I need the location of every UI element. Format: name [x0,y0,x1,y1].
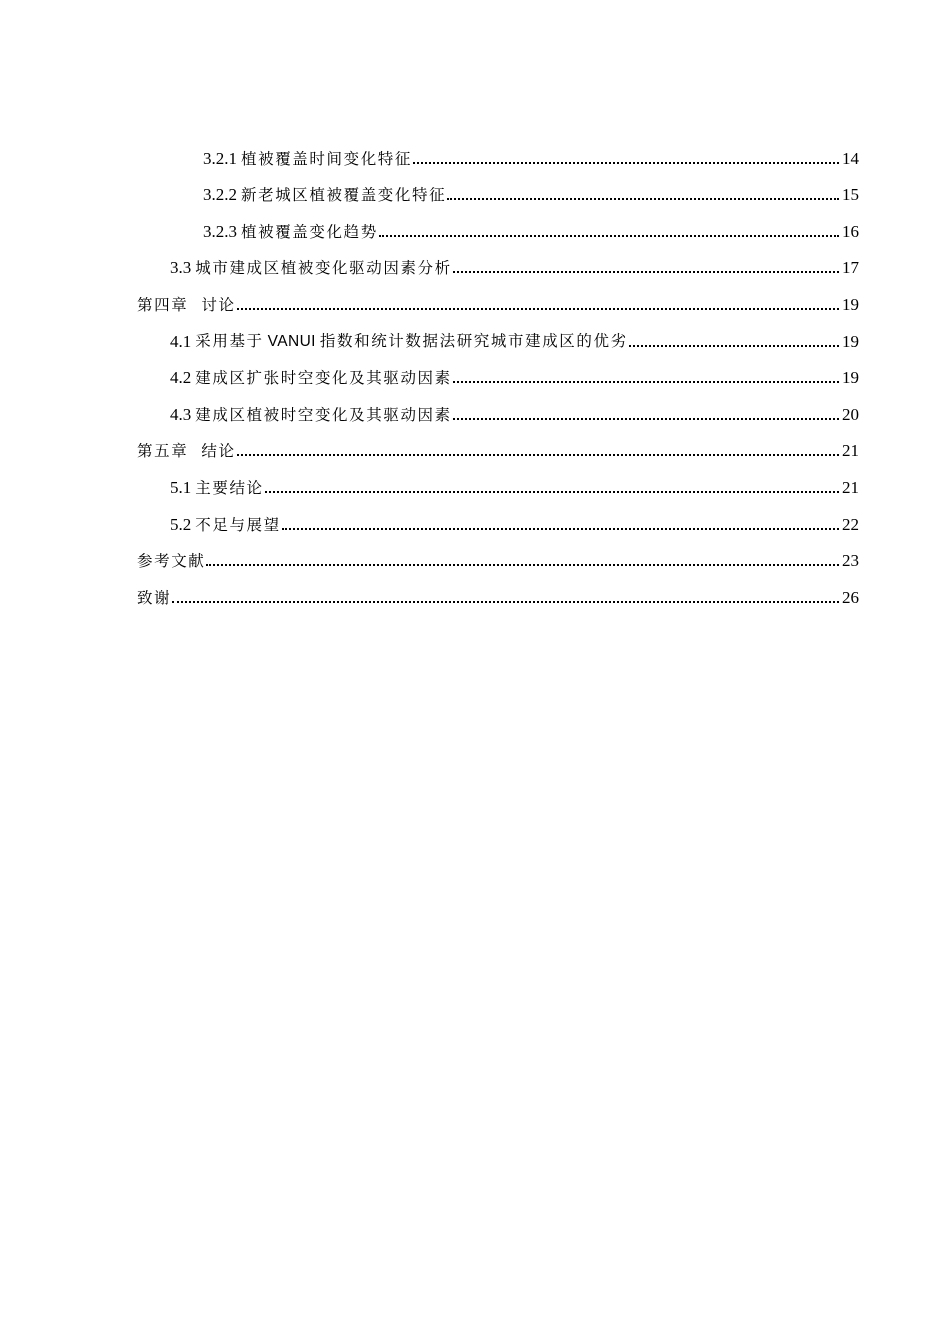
dot-leader [447,198,839,200]
toc-entry-title: 不足与展望 [195,515,281,534]
toc-entry-number: 3.2.2 [203,185,237,205]
toc-entry-title: 建成区扩张时空变化及其驱动因素 [195,369,452,388]
toc-entry-chapter-4[interactable] [137,282,859,319]
toc-entry-3-2-2[interactable] [137,173,859,210]
toc-entry-3-2-1[interactable] [137,136,859,173]
toc-entry-title: 建成区植被时空变化及其驱动因素 [195,405,452,424]
toc-entry-title [195,327,627,356]
toc-entry-page: 15 [842,185,859,205]
toc-entry-3-3[interactable] [137,246,859,283]
dot-leader [629,345,839,347]
toc-entry-page: 21 [842,441,859,461]
dot-leader [237,308,839,310]
dot-leader [172,601,839,603]
dot-leader [379,235,839,237]
table-of-contents [137,136,859,612]
toc-entry-4-2[interactable] [137,356,859,393]
toc-entry-number: 4.3 [170,404,192,424]
dot-leader [206,564,839,566]
dot-leader [265,491,839,493]
toc-entry-4-3[interactable] [137,392,859,429]
toc-entry-page: 20 [842,404,859,424]
dot-leader [413,162,839,164]
toc-entry-acknowledgements[interactable] [137,575,859,612]
toc-entry-5-2[interactable] [137,502,859,539]
toc-entry-number: 3.2.3 [203,221,237,241]
toc-entry-number: 5.1 [170,477,192,497]
toc-entry-title: 新老城区植被覆盖变化特征 [241,186,447,205]
toc-entry-title-part: 采用基于 [195,331,264,350]
dot-leader [453,271,839,273]
toc-entry-page: 17 [842,258,859,278]
toc-entry-title: 植被覆盖变化趋势 [241,222,378,241]
toc-entry-number: 3.2.1 [203,148,237,168]
toc-entry-page: 23 [842,551,859,571]
dot-leader [282,528,839,530]
toc-entry-page: 19 [842,331,859,351]
toc-entry-page: 19 [842,368,859,388]
toc-entry-page: 16 [842,221,859,241]
toc-entry-title: 参考文献 [137,552,206,571]
toc-entry-4-1[interactable] [137,319,859,356]
toc-entry-page: 14 [842,148,859,168]
toc-entry-number: 4.1 [170,331,192,351]
toc-entry-number: 5.2 [170,514,192,534]
toc-entry-page: 19 [842,294,859,314]
toc-entry-number: 3.3 [170,258,192,278]
dot-leader [237,454,839,456]
toc-entry-page: 26 [842,587,859,607]
toc-entry-page: 22 [842,514,859,534]
toc-entry-title: 第五章 结论 [137,442,236,461]
toc-entry-page: 21 [842,477,859,497]
toc-entry-title: 植被覆盖时间变化特征 [241,149,413,168]
toc-entry-chapter-5[interactable] [137,429,859,466]
toc-entry-title: 城市建成区植被变化驱动因素分析 [195,259,452,278]
toc-entry-number: 4.2 [170,368,192,388]
toc-entry-title-part: 指数和统计数据法研究城市建成区的优劣 [319,331,628,350]
toc-entry-title: 第四章 讨论 [137,295,236,314]
toc-entry-title: 致谢 [137,588,172,607]
toc-entry-3-2-3[interactable] [137,209,859,246]
toc-entry-references[interactable] [137,539,859,576]
dot-leader [453,418,839,420]
toc-entry-title: 主要结论 [195,478,264,497]
toc-entry-title-latin: VANUI [267,332,316,350]
toc-entry-5-1[interactable] [137,465,859,502]
dot-leader [453,381,839,383]
